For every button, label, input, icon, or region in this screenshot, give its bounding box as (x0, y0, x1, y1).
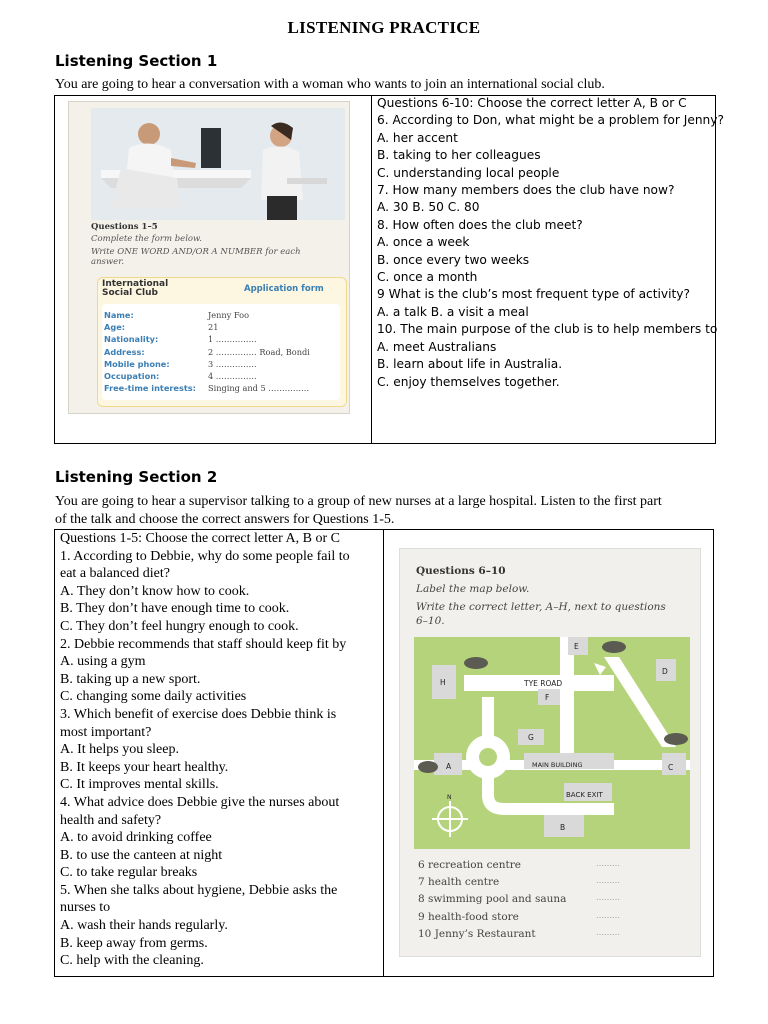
map-question-item: 7 health centre (418, 876, 500, 889)
main-building-label: MAIN BUILDING (532, 761, 583, 769)
question-line: 3. Which benefit of exercise does Debbie think is (60, 706, 337, 722)
question-line: 5. When she talks about hygiene, Debbie asks the (60, 882, 338, 898)
question-line: C. enjoy themselves together. (377, 374, 560, 389)
question-line: C. help with the cleaning. (60, 953, 204, 969)
question-line: eat a balanced diet? (60, 566, 170, 582)
answer-blank: ……… (596, 876, 620, 886)
question-line: A. wash their hands regularly. (60, 918, 228, 934)
question-line: 10. The main purpose of the club is to help members to (377, 322, 718, 337)
question-line: B. to use the canteen at night (60, 847, 223, 863)
map-letter-f: F (545, 693, 550, 702)
question-line: C. It improves mental skills. (60, 777, 219, 793)
question-line: C. They don’t feel hungry enough to cook. (60, 618, 299, 634)
question-line: 9 What is the club’s most frequent type of activity? (377, 287, 690, 302)
question-line: A. once a week (377, 235, 470, 250)
section1-questions (377, 95, 724, 391)
question-line: B. taking up a new sport. (60, 671, 201, 687)
question-line: A. using a gym (60, 654, 146, 670)
form-field-label: Occupation: (104, 371, 160, 381)
page-title: LISTENING PRACTICE (287, 18, 481, 37)
compass-north: N (447, 794, 452, 801)
question-line: B. keep away from germs. (60, 935, 208, 951)
form-field-value: 1 …………… (208, 334, 257, 345)
section1-heading: Listening Section 1 (55, 52, 218, 70)
answer-blank: ……… (596, 893, 620, 903)
map-question-item: 9 health-food store (418, 910, 519, 923)
map-letter-e: E (574, 642, 579, 651)
map-letter-h: H (440, 678, 446, 687)
application-form-image (68, 101, 350, 414)
section1-intro: You are going to hear a conversation with a woman who wants to join an international social club. (55, 77, 605, 92)
map-instruction-2: Write the correct letter, A–H, next to questions (416, 601, 666, 613)
section2-table-divider (383, 529, 384, 977)
map-questions-title: Questions 6–10 (416, 565, 506, 577)
form-field-value: Jenny Foo (208, 310, 249, 320)
section2-intro-line1: You are going to hear a supervisor talking to a group of new nurses at a large hospital. Listen to the first part (55, 494, 662, 509)
question-line: B. They don’t have enough time to cook. (60, 601, 290, 617)
map-question-item: 10 Jenny’s Restaurant (418, 927, 536, 940)
question-line: 8. How often does the club meet? (377, 217, 583, 232)
section2-questions (60, 530, 350, 970)
map-letter-g: G (528, 733, 534, 742)
question-line: nurses to (60, 900, 111, 916)
form-field-value: 3 …………… (208, 358, 257, 369)
club-logo: International Social Club (102, 279, 169, 298)
question-line: A. meet Australians (377, 339, 497, 354)
map-question-item: 8 swimming pool and sauna (418, 893, 567, 906)
form-field-label: Age: (104, 322, 126, 333)
answer-blank: ……… (596, 859, 620, 868)
section2-questions-instruction: Questions 1-5: Choose the correct letter A, B or C (60, 531, 340, 546)
form-title: Application form (244, 284, 324, 294)
form-field-value: Singing and 5 …………… (208, 383, 310, 394)
form-field-label: Nationality: (104, 334, 159, 345)
section2-heading: Listening Section 2 (55, 468, 218, 486)
map-instruction-1: Label the map below. (416, 583, 530, 595)
back-exit-label: BACK EXIT (566, 791, 603, 799)
question-line: B. It keeps your heart healthy. (60, 759, 229, 775)
question-line: A. It helps you sleep. (60, 742, 179, 758)
form-field-value: 2 …………… Road, Bondi (208, 346, 310, 357)
question-line: most important? (60, 724, 152, 740)
tye-road-label: TYE ROAD (524, 679, 563, 688)
question-line: B. learn about life in Australia. (377, 357, 563, 372)
question-line: C. to take regular breaks (60, 865, 198, 881)
question-line: 7. How many members does the club have now? (377, 183, 675, 198)
form-field-value: 21 (208, 322, 219, 333)
hospital-map (414, 637, 690, 849)
question-line: A. her accent (377, 130, 458, 145)
map-letter-d: D (662, 667, 668, 676)
form-instruction-1: Complete the form below. (91, 234, 203, 244)
question-line: 4. What advice does Debbie give the nurses about (60, 794, 340, 810)
form-field-label: Mobile phone: (104, 358, 170, 369)
form-instruction-3: answer. (91, 257, 125, 267)
form-field-label: Name: (104, 310, 134, 320)
form-field-label: Free-time interests: (104, 383, 196, 394)
office-photo (91, 108, 345, 220)
question-line: A. a talk B. a visit a meal (377, 304, 529, 319)
section1-table-divider (371, 95, 372, 444)
map-letter-b: B (560, 823, 566, 832)
section2-intro-line2: of the talk and choose the correct answers for Questions 1-5. (55, 512, 395, 527)
form-field-value: 4 …………… (208, 371, 257, 381)
question-line: C. once a month (377, 270, 478, 285)
answer-blank: ……… (596, 910, 620, 920)
question-line: A. 30 B. 50 C. 80 (377, 200, 480, 215)
map-question-item: 6 recreation centre (418, 859, 521, 871)
question-line: A. to avoid drinking coffee (60, 830, 212, 846)
question-line: 6. According to Don, what might be a problem for Jenny? (377, 113, 724, 128)
hospital-map-image (399, 548, 701, 957)
map-letter-c: C (668, 763, 674, 772)
application-form-card (97, 277, 347, 407)
map-instruction-3: 6–10. (416, 615, 445, 627)
form-questions-title: Questions 1–5 (91, 222, 158, 232)
form-field-label: Address: (104, 346, 145, 357)
question-line: health and safety? (60, 812, 162, 828)
question-line: B. once every two weeks (377, 252, 530, 267)
question-line: 2. Debbie recommends that staff should keep fit by (60, 636, 347, 652)
answer-blank: ……… (596, 927, 620, 937)
question-line: C. changing some daily activities (60, 689, 247, 705)
question-line: B. taking to her colleagues (377, 148, 541, 163)
question-line: 1. According to Debbie, why do some people fail to (60, 548, 350, 564)
map-letter-a: A (446, 762, 452, 771)
question-line: A. They don’t know how to cook. (60, 583, 250, 599)
form-instruction-2: Write ONE WORD AND/OR A NUMBER for each (91, 247, 301, 257)
question-line: C. understanding local people (377, 165, 560, 180)
section1-questions-instruction: Questions 6-10: Choose the correct letter A, B or C (377, 96, 687, 110)
